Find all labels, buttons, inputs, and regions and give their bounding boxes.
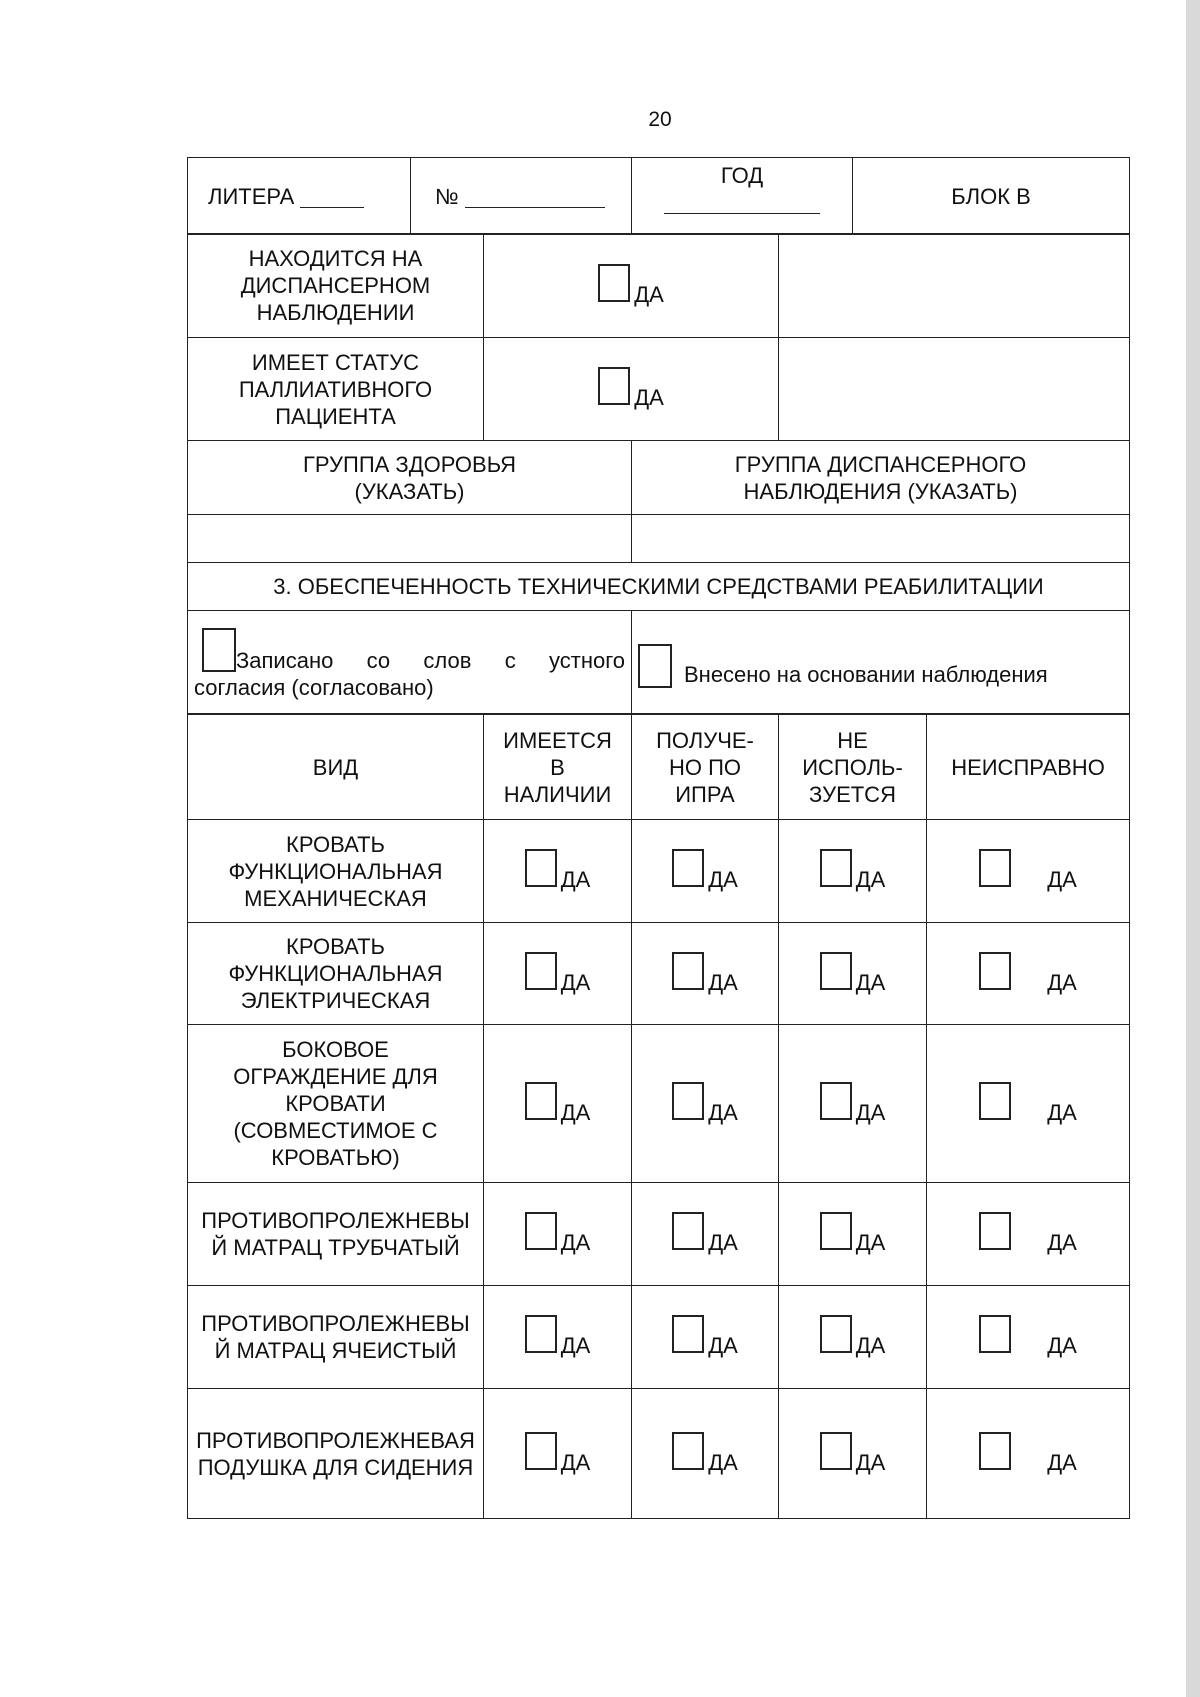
status-table bbox=[187, 233, 1130, 714]
option-cell bbox=[927, 1389, 1130, 1519]
checkbox[interactable] bbox=[598, 264, 630, 302]
column-header: ВИД bbox=[188, 715, 484, 820]
yes-option[interactable]: ДА bbox=[672, 855, 738, 880]
health-group-label: ГРУППА ЗДОРОВЬЯ (УКАЗАТЬ) bbox=[188, 441, 632, 515]
block-cell bbox=[853, 158, 1130, 235]
year-field[interactable] bbox=[664, 199, 820, 214]
yes-option[interactable]: ДА bbox=[820, 958, 886, 983]
checkbox[interactable] bbox=[820, 1212, 852, 1250]
oral-consent-line2: согласия (согласовано) bbox=[194, 674, 434, 700]
number-field[interactable] bbox=[465, 185, 605, 208]
option-cell bbox=[927, 1183, 1130, 1286]
checkbox[interactable] bbox=[979, 952, 1011, 990]
option-cell bbox=[779, 820, 927, 923]
option-cell bbox=[779, 1286, 927, 1389]
block-label: БЛОК В bbox=[951, 183, 1031, 209]
litera-field[interactable] bbox=[300, 185, 364, 208]
table-row bbox=[188, 1389, 1130, 1519]
option-cell bbox=[632, 1286, 779, 1389]
checkbox[interactable] bbox=[820, 849, 852, 887]
yes-option[interactable]: ДА bbox=[672, 1321, 738, 1346]
item-name: БОКОВОЕ ОГРАЖДЕНИЕ ДЛЯ КРОВАТИ (СОВМЕСТИМОЕ С КРОВАТЬЮ) bbox=[188, 1025, 484, 1183]
checkbox[interactable] bbox=[525, 952, 557, 990]
yes-option[interactable]: ДА bbox=[525, 1088, 591, 1113]
item-name: ПРОТИВОПРОЛЕЖНЕВЫЙ МАТРАЦ ТРУБЧАТЫЙ bbox=[188, 1183, 484, 1286]
dispensary-yes-option[interactable]: ДА bbox=[598, 270, 664, 295]
number-cell bbox=[411, 158, 632, 235]
option-cell bbox=[484, 1389, 632, 1519]
item-name: ПРОТИВОПРОЛЕЖНЕВЫЙ МАТРАЦ ЯЧЕИСТЫЙ bbox=[188, 1286, 484, 1389]
year-label: ГОД bbox=[720, 163, 764, 188]
checkbox[interactable] bbox=[672, 1315, 704, 1353]
observation-cell bbox=[632, 611, 1130, 714]
yes-option[interactable]: ДА bbox=[672, 1438, 738, 1463]
form-status bbox=[187, 233, 1129, 714]
form-header bbox=[187, 157, 1129, 235]
checkbox[interactable] bbox=[525, 1082, 557, 1120]
dispensary-empty-cell bbox=[779, 234, 1130, 338]
oral-consent-cell bbox=[188, 611, 632, 714]
yes-option[interactable]: ДА bbox=[820, 1218, 886, 1243]
yes-option[interactable]: ДА bbox=[979, 1438, 1077, 1463]
oral-consent-checkbox[interactable] bbox=[202, 628, 236, 672]
palliative-yes-option[interactable]: ДА bbox=[598, 373, 664, 398]
checkbox[interactable] bbox=[672, 952, 704, 990]
yes-option[interactable]: ДА bbox=[525, 855, 591, 880]
observation-checkbox[interactable] bbox=[638, 644, 672, 688]
section-title: 3. ОБЕСПЕЧЕННОСТЬ ТЕХНИЧЕСКИМИ СРЕДСТВАМИ РЕАБИЛИТАЦИИ bbox=[188, 563, 1130, 611]
option-cell bbox=[484, 1183, 632, 1286]
checkbox[interactable] bbox=[525, 1212, 557, 1250]
palliative-yes-cell bbox=[484, 338, 779, 441]
litera-cell bbox=[188, 158, 411, 235]
option-cell bbox=[779, 1025, 927, 1183]
column-header: НЕ ИСПОЛЬ-ЗУЕТСЯ bbox=[779, 715, 927, 820]
header-table bbox=[187, 157, 1130, 235]
option-cell bbox=[779, 1183, 927, 1286]
checkbox[interactable] bbox=[598, 367, 630, 405]
checkbox[interactable] bbox=[820, 1082, 852, 1120]
litera-label: ЛИТЕРА bbox=[208, 183, 295, 209]
option-cell bbox=[927, 820, 1130, 923]
yes-option[interactable]: ДА bbox=[672, 1218, 738, 1243]
observation-label: Внесено на основании наблюдения bbox=[684, 662, 1048, 687]
option-cell bbox=[632, 820, 779, 923]
yes-option[interactable]: ДА bbox=[820, 1438, 886, 1463]
dispensary-yes-cell bbox=[484, 234, 779, 338]
option-cell bbox=[484, 1286, 632, 1389]
yes-option[interactable]: ДА bbox=[979, 1088, 1077, 1113]
item-name: ПРОТИВОПРОЛЕЖНЕВАЯ ПОДУШКА ДЛЯ СИДЕНИЯ bbox=[188, 1389, 484, 1519]
health-group-input[interactable] bbox=[188, 515, 632, 563]
table-row bbox=[188, 820, 1130, 923]
rehab-table bbox=[187, 714, 1130, 1519]
yes-option[interactable]: ДА bbox=[979, 1321, 1077, 1346]
dispensary-group-label: ГРУППА ДИСПАНСЕРНОГО НАБЛЮДЕНИЯ (УКАЗАТЬ) bbox=[632, 441, 1130, 515]
item-name: КРОВАТЬ ФУНКЦИОНАЛЬНАЯ МЕХАНИЧЕСКАЯ bbox=[188, 820, 484, 923]
yes-option[interactable]: ДА bbox=[672, 958, 738, 983]
option-cell bbox=[632, 923, 779, 1025]
checkbox[interactable] bbox=[672, 849, 704, 887]
checkbox[interactable] bbox=[979, 849, 1011, 887]
yes-option[interactable]: ДА bbox=[979, 958, 1077, 983]
column-header: НЕИСПРАВНО bbox=[927, 715, 1130, 820]
checkbox[interactable] bbox=[979, 1082, 1011, 1120]
checkbox[interactable] bbox=[672, 1432, 704, 1470]
oral-consent-line1: Записано со слов с устного bbox=[236, 647, 625, 673]
table-row bbox=[188, 1183, 1130, 1286]
yes-option[interactable]: ДА bbox=[672, 1088, 738, 1113]
checkbox[interactable] bbox=[525, 849, 557, 887]
option-cell bbox=[779, 923, 927, 1025]
checkbox[interactable] bbox=[672, 1082, 704, 1120]
checkbox[interactable] bbox=[672, 1212, 704, 1250]
year-cell bbox=[632, 158, 853, 235]
option-cell bbox=[484, 820, 632, 923]
option-cell bbox=[927, 1025, 1130, 1183]
checkbox[interactable] bbox=[979, 1315, 1011, 1353]
table-row bbox=[188, 1286, 1130, 1389]
page-number: 20 bbox=[648, 108, 672, 131]
yes-option[interactable]: ДА bbox=[820, 1088, 886, 1113]
dispensary-group-input[interactable] bbox=[632, 515, 1130, 563]
yes-option[interactable]: ДА bbox=[979, 855, 1077, 880]
dispensary-label: НАХОДИТСЯ НА ДИСПАНСЕРНОМ НАБЛЮДЕНИИ bbox=[188, 234, 484, 338]
option-cell bbox=[484, 1025, 632, 1183]
yes-option[interactable]: ДА bbox=[525, 1321, 591, 1346]
form-rehab-means bbox=[187, 714, 1129, 1519]
checkbox[interactable] bbox=[979, 1212, 1011, 1250]
option-cell bbox=[484, 923, 632, 1025]
checkbox[interactable] bbox=[820, 952, 852, 990]
palliative-label: ИМЕЕТ СТАТУС ПАЛЛИАТИВНОГО ПАЦИЕНТА bbox=[188, 338, 484, 441]
yes-option[interactable]: ДА bbox=[525, 958, 591, 983]
checkbox[interactable] bbox=[525, 1315, 557, 1353]
number-label: № bbox=[435, 183, 459, 209]
yes-option[interactable]: ДА bbox=[979, 1218, 1077, 1243]
checkbox[interactable] bbox=[979, 1432, 1011, 1470]
option-cell bbox=[632, 1389, 779, 1519]
option-cell bbox=[927, 923, 1130, 1025]
checkbox[interactable] bbox=[525, 1432, 557, 1470]
yes-option[interactable]: ДА bbox=[820, 855, 886, 880]
option-cell bbox=[779, 1389, 927, 1519]
column-header: ПОЛУЧЕ-НО ПО ИПРА bbox=[632, 715, 779, 820]
palliative-empty-cell bbox=[779, 338, 1130, 441]
item-name: КРОВАТЬ ФУНКЦИОНАЛЬНАЯ ЭЛЕКТРИЧЕСКАЯ bbox=[188, 923, 484, 1025]
yes-option[interactable]: ДА bbox=[525, 1218, 591, 1243]
checkbox[interactable] bbox=[820, 1315, 852, 1353]
yes-option[interactable]: ДА bbox=[525, 1438, 591, 1463]
table-row bbox=[188, 923, 1130, 1025]
checkbox[interactable] bbox=[820, 1432, 852, 1470]
option-cell bbox=[927, 1286, 1130, 1389]
yes-option[interactable]: ДА bbox=[820, 1321, 886, 1346]
option-cell bbox=[632, 1183, 779, 1286]
table-header-row bbox=[188, 715, 1130, 820]
column-header: ИМЕЕТСЯ В НАЛИЧИИ bbox=[484, 715, 632, 820]
table-row bbox=[188, 1025, 1130, 1183]
option-cell bbox=[632, 1025, 779, 1183]
